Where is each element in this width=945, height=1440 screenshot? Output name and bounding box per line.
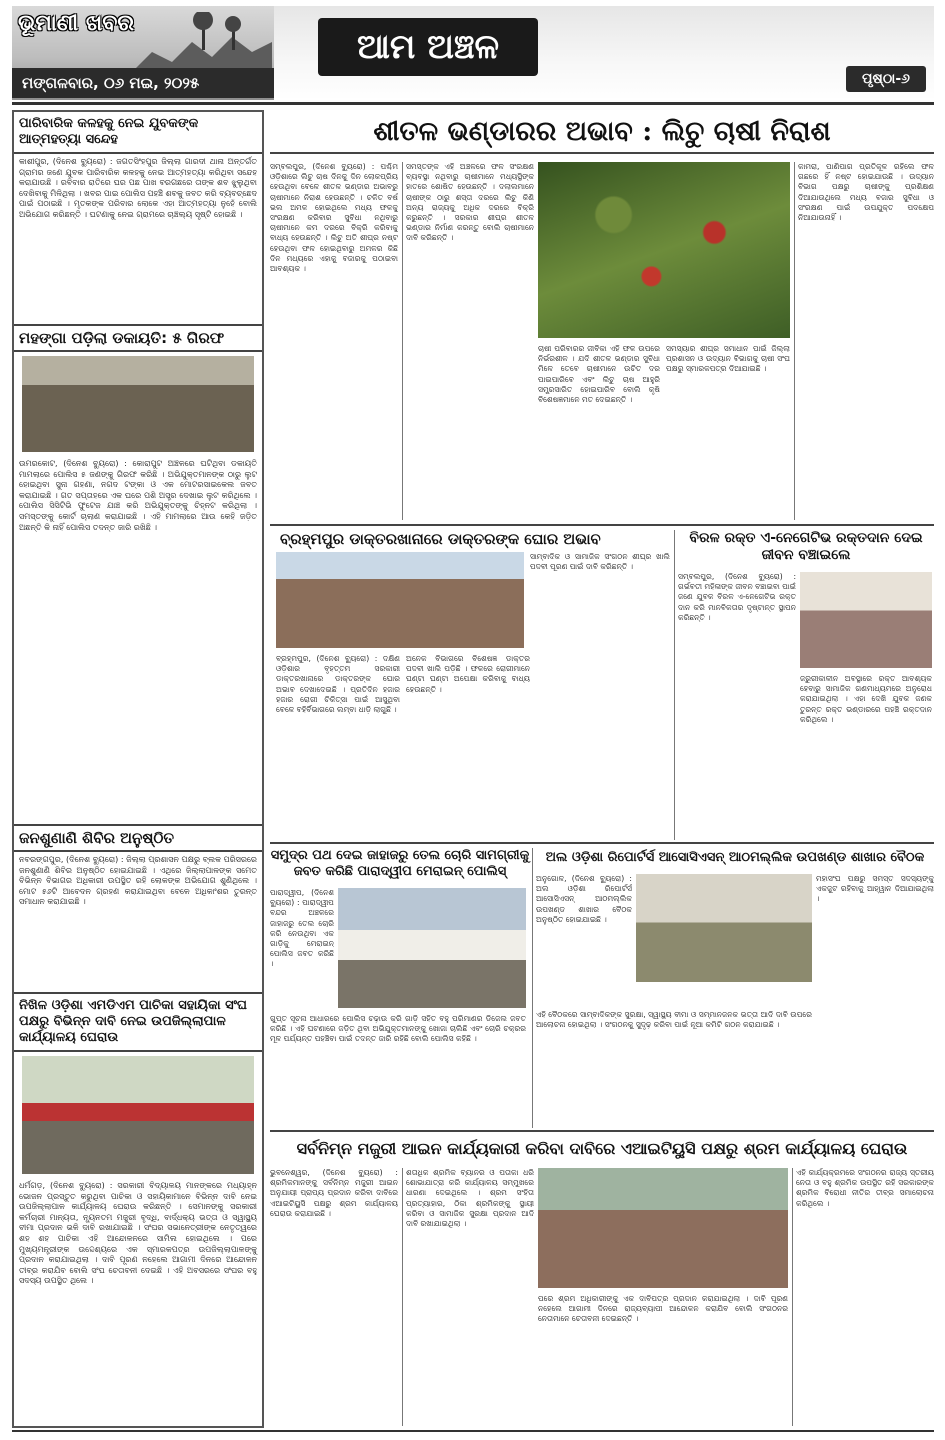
lychee-tree-photo bbox=[538, 162, 790, 338]
blood-donation-col-1: ସମ୍ବଲପୁର, (ଦିନେଶ ବ୍ୟୁରୋ) : ଗର୍ଭବତୀ ମହିଳାଙ୍କ ଜୀବନ ବଞ୍ଚାଇବା ପାଇଁ ଜଣେ ଯୁବକ ବିରଳ ଏ-ନେଗେଟିଭ ରକ୍ତ ଦାନ କରି ମାନବିକତାର ଦୃଷ୍ଟାନ୍ତ ସ୍ଥାପନ କରିଛନ୍ତି । bbox=[678, 572, 796, 622]
blood-donation-col-2: ଜରୁରୀକାଳୀନ ଅବସ୍ଥାରେ ରକ୍ତ ଆବଶ୍ୟକ ହେବାରୁ ସାମାଜିକ ଗଣମାଧ୍ୟମରେ ଅନୁରୋଧ କରାଯାଇଥିଲା । ଏହା ଦେଖି ଯୁବକ ଜଣକ ତୁରନ୍ତ ରକ୍ତ ଭଣ୍ଡାରରେ ପହଞ୍ଚି ରକ୍ତଦାନ କରିଥିଲେ । bbox=[800, 674, 932, 724]
lead-headline: ଶୀତଳ ଭଣ୍ଡାରର ଅଭାବ : ଲିଚୁ ଚାଷୀ ନିରାଶ bbox=[270, 110, 934, 154]
reporters-association-headline: ଅଲ ଓଡ଼ିଶା ରିପୋର୍ଟର୍ସ ଆସୋସିଏସନ୍ ଆଠମଲ୍ଲିକ ଉପଖଣ୍ଡ ଶାଖାର ବୈଠକ bbox=[545, 850, 925, 865]
labour-rally-photo bbox=[538, 1168, 788, 1288]
lead-col-1: ସମ୍ବଲପୁର, (ଦିନେଶ ବ୍ୟୁରୋ) : ପଶ୍ଚିମ ଓଡ଼ିଶାରେ ଲିଚୁ ଚାଷ ଦିନକୁ ଦିନ ଲୋକପ୍ରିୟ ହେଉଥିବା ବେଳେ ଶୀତଳ ଭଣ୍ଡାର ଅଭାବରୁ ଚାଷୀମାନେ ନିରାଶ ହେଉଛନ୍ତି । ଚଳିତ ବର୍ଷ ଭଲ ଅମଳ ହୋଇଥିଲେ ମଧ୍ୟ ଫଳକୁ ସଂରକ୍ଷଣ କରିବାର ସୁବିଧା ନଥିବାରୁ ଚାଷୀମାନେ କମ ଦରରେ ବିକ୍ରି କରିବାକୁ ବାଧ୍ୟ ହେଉଛନ୍ତି । ଲିଚୁ ଅତି ଶୀଘ୍ର ନଷ୍ଟ ହେଉଥିବା ଫଳ ହୋଇଥିବାରୁ ଅମଳର କିଛି ଦିନ ମଧ୍ୟରେ ଏହାକୁ ବଜାରକୁ ପଠାଇବା ଆବଶ୍ୟକ । bbox=[270, 162, 398, 274]
column-divider bbox=[402, 162, 403, 520]
marine-police-headline: ସମୁଦ୍ର ପଥ ଦେଇ ଜାହାଜରୁ ତେଲ ଚୋରି ସାମଗ୍ରୀକୁ ଜବତ କରିଛି ପାରାଦ୍ୱୀପ ମେରାଇନ୍ ପୋଲିସ୍ bbox=[270, 848, 530, 879]
column-divider bbox=[532, 848, 533, 1128]
left-column bbox=[12, 110, 264, 1428]
column-divider bbox=[794, 162, 795, 520]
seized-vehicle-photo bbox=[338, 888, 526, 1008]
landscape-illustration bbox=[132, 12, 272, 72]
section-rule bbox=[270, 842, 934, 844]
marine-police-col-2: ଗୁପ୍ତ ସୂଚନା ଆଧାରରେ ପୋଲିସ ଚଢ଼ାଉ କରି ଗାଡ଼ି ସହିତ ବହୁ ପରିମାଣର ଡିଜେଲ ଜବତ କରିଛି । ଏହି ଘଟଣାରେ ଜଡ଼ିତ ଥିବା ଅଭିଯୁକ୍ତମାନଙ୍କୁ ଖୋଜା ଚାଲିଛି ଏବଂ ଚୋରି ଚକ୍ରର ମୂଳ ପର୍ଯ୍ୟନ୍ତ ପହଞ୍ଚିବା ପାଇଁ ତଦନ୍ତ ଜାରି ରହିଛି ବୋଲି ପୋଲିସ କହିଛି । bbox=[270, 1014, 526, 1044]
column-divider bbox=[674, 530, 675, 840]
labour-col-4: ଏହି କାର୍ଯ୍ୟକ୍ରମରେ ସଂଗଠନର ରାଜ୍ୟ ସ୍ତରୀୟ ନେତା ଓ ବହୁ ଶ୍ରମିକ ଉପସ୍ଥିତ ରହି ସରକାରଙ୍କ ଶ୍ରମିକ ବିରୋଧୀ ନୀତିର ତୀବ୍ର ସମାଲୋଚନା କରିଥିଲେ । bbox=[796, 1168, 934, 1208]
lead-col-4: ଚାଷୀ ପରିବାରର ଜୀବିକା ଏହି ଫଳ ଉପରେ ନିର୍ଭରଶୀଳ । ଯଦି ଶୀତଳ ଭଣ୍ଡାର ସୁବିଧା ମିଳେ ତେବେ ଚାଷୀମାନେ ଉଚିତ ଦର ପାଇପାରିବେ ଏବଂ ଲିଚୁ ଚାଷ ଆହୁରି ସମ୍ପ୍ରସାରିତ ହୋଇପାରିବ ବୋଲି କୃଷି ବିଶେଷଜ୍ଞମାନେ ମତ ଦେଇଛନ୍ତି । bbox=[538, 344, 660, 405]
reporters-col-2: ଏହି ବୈଠକରେ ସାମ୍ବାଦିକଙ୍କ ସୁରକ୍ଷା, ସ୍ୱାସ୍ଥ୍ୟ ବୀମା ଓ ସମ୍ମାନଜନକ ଭତ୍ତା ଆଦି ଦାବି ଉପରେ ଆଲୋଚନା ହୋଇଥିଲା । ସଂଗଠନକୁ ସୁଦୃଢ଼ କରିବା ପାଇଁ ନୂଆ କମିଟି ଗଠନ କରାଯାଇଛି । bbox=[536, 1010, 812, 1030]
story-robbery-headline: ମହଙ୍ଗା ପଡ଼ିଲା ଡକାୟତି: ୫ ଗିରଫ bbox=[14, 324, 262, 352]
reporters-col-1: ଅନୁଗୋଳ, (ଦିନେଶ ବ୍ୟୁରୋ) : ଅଲ ଓଡ଼ିଶା ରିପୋର୍ଟର୍ସ ଆସୋସିଏସନ୍ ଆଠମଲ୍ଲିକ ଉପଖଣ୍ଡ ଶାଖାର ବୈଠକ ଅନୁଷ୍ଠିତ ହୋଇଯାଇଛି । bbox=[536, 874, 632, 924]
mdm-cooks-protest-photo bbox=[22, 1056, 254, 1174]
labour-col-3: ପରେ ଶ୍ରମ ଅଧିକାରୀଙ୍କୁ ଏକ ଦାବିପତ୍ର ପ୍ରଦାନ କରାଯାଇଥିଲା । ଦାବି ପୂରଣ ନହେଲେ ଆଗାମୀ ଦିନରେ ରାଜ୍ୟବ୍ୟାପୀ ଆନ୍ଦୋଳନ କରାଯିବ ବୋଲି ସଂଗଠନର ନେତାମାନେ ଚେତାବନୀ ଦେଇଛନ୍ତି । bbox=[538, 1294, 788, 1324]
reporters-meeting-photo bbox=[636, 874, 812, 982]
story-family-dispute-body: କାଶୀପୁର, (ଦିନେଶ ବ୍ୟୁରୋ) : ଜଗତସିଂହପୁର ଜିଲ୍ଲା ଗାରଦୀ ଥାନା ଅନ୍ତର୍ଗତ ଗ୍ରାମର ଜଣେ ଯୁବକ ପାରିବାରିକ କଳହକୁ ନେଇ ଆତ୍ମହତ୍ୟା କରିଥିବା ସନ୍ଦେହ କରାଯାଉଛି । ରବିବାର ରାତିରେ ଘର ପଛ ପାଖ ବରଗଛରେ ତାଙ୍କ ଶବ ଝୁଲୁଥିବା ଦେଖିବାକୁ ମିଳିଥିଲା । ଖବର ପାଇ ପୋଲିସ ପହଞ୍ଚି ଶବକୁ ଜବତ କରି ବ୍ୟବଚ୍ଛେଦ ପାଇଁ ପଠାଇଛି । ମୃତକଙ୍କ ପରିବାର ଲୋକେ ଏହା ଆତ୍ମହତ୍ୟା ନୁହେଁ ବୋଲି ଅଭିଯୋଗ କରିଛନ୍ତି । ଘଟଣାକୁ ନେଇ ଗ୍ରାମରେ ଚାଞ୍ଚଲ୍ୟ ସୃଷ୍ଟି ହୋଇଛି । bbox=[19, 157, 257, 219]
lead-col-3: କାମରା, ପାଣିପାଗ ପ୍ରତିକୂଳ ରହିଲେ ଫଳ ଗଛରେ ହିଁ ନଷ୍ଟ ହୋଇଯାଉଛି । ଉଦ୍ୟାନ ବିଭାଗ ପକ୍ଷରୁ ଚାଷୀଙ୍କୁ ପ୍ରଶିକ୍ଷଣ ଦିଆଯାଉଥିଲେ ମଧ୍ୟ ବଜାର ସୁବିଧା ଓ ସଂରକ୍ଷଣ ପାଇଁ ଉପଯୁକ୍ତ ପଦକ୍ଷେପ ନିଆଯାଉନାହିଁ । bbox=[798, 162, 934, 223]
section-rule bbox=[270, 524, 934, 526]
edition-date: ମଙ୍ଗଳବାର, ୦୬ ମଇ, ୨୦୨୫ bbox=[12, 68, 274, 98]
main-area bbox=[270, 110, 934, 1428]
story-robbery-body: ଉମରକୋଟ, (ଦିନେଶ ବ୍ୟୁରୋ) : କୋରାପୁଟ ଅଞ୍ଚଳରେ ଘଟିଥିବା ଡକାୟତି ମାମଲାରେ ପୋଲିସ ୫ ଜଣଙ୍କୁ ଗିରଫ କରିଛି । ଅଭିଯୁକ୍ତମାନଙ୍କ ଠାରୁ ଲୁଟ ହୋଇଥିବା ସୁନା ଗହଣା, ନଗଦ ଟଙ୍କା ଓ ଏକ ମୋଟରସାଇକେଲ ଜବତ କରାଯାଇଛି । ଗତ ସପ୍ତାହରେ ଏକ ଘରେ ପଶି ଅସ୍ତ୍ର ଦେଖାଇ ଲୁଟ କରିଥିଲେ । ପୋଲିସ ସିସିଟିଭି ଫୁଟେଜ ଯାଞ୍ଚ କରି ଅଭିଯୁକ୍ତଙ୍କୁ ଚିହ୍ନଟ କରିଥିଲା । ସମସ୍ତଙ୍କୁ କୋର୍ଟ ଚାଲାଣ କରାଯାଇଛି । ଏହି ମାମଲାରେ ଆଉ କେହି ଜଡ଼ିତ ଅଛନ୍ତି କି ନାହିଁ ପୋଲିସ ତଦନ୍ତ ଜାରି ରଖିଛି । bbox=[19, 459, 257, 532]
hospital-col-1: ବ୍ରହ୍ମପୁର, (ଦିନେଶ ବ୍ୟୁରୋ) : ଦକ୍ଷିଣ ଓଡ଼ିଶାର ବୃହତ୍ତମ ସରକାରୀ ଡାକ୍ତରଖାନାରେ ଡାକ୍ତରଙ୍କ ଘୋର ଅଭାବ ଦେଖାଦେଇଛି । ପ୍ରତିଦିନ ହଜାର ହଜାର ରୋଗୀ ଚିକିତ୍ସା ପାଇଁ ଆସୁଥିବା ବେଳେ ବହିର୍ବିଭାଗରେ ଲମ୍ବା ଧାଡ଼ି ଲାଗୁଛି । bbox=[276, 654, 400, 715]
footer-rule bbox=[12, 1430, 934, 1432]
hospital-headline: ବ୍ରହ୍ମପୁର ଡାକ୍ତରଖାନାରେ ଡାକ୍ତରଙ୍କ ଘୋର ଅଭାବ bbox=[280, 530, 601, 548]
labour-protest-headline: ସର୍ବନିମ୍ନ ମଜୁରୀ ଆଇନ କାର୍ଯ୍ୟକାରୀ କରିବା ଦାବିରେ ଏଆଇଟିୟୁସି ପକ୍ଷରୁ ଶ୍ରମ କାର୍ଯ୍ୟାଳୟ ଘେରାଉ bbox=[296, 1139, 908, 1158]
column-divider bbox=[792, 1168, 793, 1426]
story-public-hearing-body: ନବରଙ୍ଗପୁର, (ଦିନେଶ ବ୍ୟୁରୋ) : ଜିଲ୍ଲା ପ୍ରଶାସନ ପକ୍ଷରୁ ବ୍ଲକ ପରିସରରେ ଜନଶୁଣାଣି ଶିବିର ଅନୁଷ୍ଠିତ ହୋଇଯାଇଛି । ଏଥିରେ ଜିଲ୍ଲାପାଳଙ୍କ ସମେତ ବିଭିନ୍ନ ବିଭାଗର ଅଧିକାରୀ ଉପସ୍ଥିତ ରହି ଲୋକଙ୍କ ଅଭିଯୋଗ ଶୁଣିଥିଲେ । ମୋଟ ୫୬ଟି ଆବେଦନ ଗ୍ରହଣ କରାଯାଇଥିବା ବେଳେ ଅଧିକାଂଶର ତୁରନ୍ତ ସମାଧାନ କରାଯାଇଛି । bbox=[19, 855, 257, 907]
labour-col-2: ଶତାଧିକ ଶ୍ରମିକ ବ୍ୟାନର ଓ ପତାକା ଧରି ଶୋଭାଯାତ୍ରା କରି କାର୍ଯ୍ୟାଳୟ ସମ୍ମୁଖରେ ଧାରଣା ଦେଇଥିଲେ । ଶ୍ରମ ସଂହିତା ପ୍ରତ୍ୟାହାର, ଠିକା ଶ୍ରମିକଙ୍କୁ ସ୍ଥାୟୀ କରିବା ଓ ସାମାଜିକ ସୁରକ୍ଷା ପ୍ରଦାନ ଆଦି ଦାବି ରଖାଯାଇଥିଲା । bbox=[406, 1168, 534, 1229]
section-rule bbox=[270, 1130, 934, 1132]
hospital-crowd-photo bbox=[276, 552, 524, 648]
robbery-accused-photo bbox=[22, 356, 254, 452]
lead-col-2: ସମସ୍ତଙ୍କ ଏହି ଅଞ୍ଚଳରେ ଫଳ ସଂରକ୍ଷଣ ବ୍ୟବସ୍ଥା ନଥିବାରୁ ଚାଷୀମାନେ ମଧ୍ୟସ୍ଥିଙ୍କ ହାତରେ ଶୋଷିତ ହେଉଛନ୍ତି । ଦଲାଲମାନେ ଚାଷୀଙ୍କ ଠାରୁ ଶସ୍ତା ଦରରେ ଲିଚୁ କିଣି ଅନ୍ୟ ରାଜ୍ୟକୁ ଅଧିକ ଦରରେ ବିକ୍ରି କରୁଛନ୍ତି । ସରକାର ଶୀଘ୍ର ଶୀତଳ ଭଣ୍ଡାର ନିର୍ମାଣ କରନ୍ତୁ ବୋଲି ଚାଷୀମାନେ ଦାବି କରିଛନ୍ତି । bbox=[406, 162, 534, 243]
masthead-rule bbox=[12, 102, 934, 105]
blood-donation-photo bbox=[800, 572, 932, 668]
story-family-dispute-headline: ପାରିବାରିକ କଳହକୁ ନେଇ ଯୁବକଙ୍କ ଆତ୍ମହତ୍ୟା ସନ୍ଦେହ bbox=[14, 112, 262, 154]
reporters-col-3: ମହାସଂଘ ପକ୍ଷରୁ ସମସ୍ତ ସଦସ୍ୟଙ୍କୁ ଏକଜୁଟ ରହିବାକୁ ଆହ୍ୱାନ ଦିଆଯାଇଥିଲା । bbox=[816, 874, 934, 904]
masthead-brand-block bbox=[12, 6, 274, 100]
blood-donation-headline: ବିରଳ ରକ୍ତ ଏ-ନେଗେଟିଭ ରକ୍ତଦାନ ଦେଇ ଜୀବନ ବଞ୍ଚାଇଲେ bbox=[689, 530, 923, 563]
column-divider bbox=[402, 1168, 403, 1426]
masthead bbox=[12, 6, 934, 100]
labour-col-1: ଭୁବନେଶ୍ୱର, (ଦିନେଶ ବ୍ୟୁରୋ) : ଶ୍ରମିକମାନଙ୍କୁ ସର୍ବନିମ୍ନ ମଜୁରୀ ଆଇନ ଅନୁଯାୟୀ ପ୍ରାପ୍ୟ ପ୍ରଦାନ କରିବା ଦାବିରେ ଏଆଇଟିୟୁସି ପକ୍ଷରୁ ଶ୍ରମ କାର୍ଯ୍ୟାଳୟ ଘେରାଉ କରାଯାଇଛି । bbox=[270, 1168, 398, 1218]
marine-police-col-1: ପାରାଦ୍ୱୀପ, (ଦିନେଶ ବ୍ୟୁରୋ) : ପାରାଦ୍ୱୀପ ବନ୍ଦର ଅଞ୍ଚଳରେ ଜାହାଜରୁ ତେଲ ଚୋରି କରି ନେଉଥିବା ଏକ ଗାଡ଼ିକୁ ମେରାଇନ୍ ପୋଲିସ ଜବତ କରିଛି । bbox=[270, 888, 334, 969]
hospital-col-2: ଅନେକ ବିଭାଗରେ ବିଶେଷଜ୍ଞ ଡାକ୍ତର ପଦବୀ ଖାଲି ପଡ଼ିଛି । ଫଳରେ ରୋଗୀମାନେ ଘଣ୍ଟା ଘଣ୍ଟା ଅପେକ୍ଷା କରିବାକୁ ବାଧ୍ୟ ହେଉଛନ୍ତି । bbox=[406, 654, 530, 694]
masthead-section-block bbox=[274, 6, 934, 100]
hospital-col-3: ସାମ୍ବାଦିକ ଓ ସାମାଜିକ ସଂଗଠନ ଶୀଘ୍ର ଖାଲି ପଦବୀ ପୂରଣ ପାଇଁ ଦାବି କରିଛନ୍ତି । bbox=[530, 552, 670, 572]
newspaper-brand: ଭୂମାଣୀ ଖବର bbox=[18, 10, 135, 36]
lead-col-5: ସମସ୍ୟାର ଶୀଘ୍ର ସମାଧାନ ପାଇଁ ଜିଲ୍ଲା ପ୍ରଶାସନ ଓ ଉଦ୍ୟାନ ବିଭାଗକୁ ଚାଷୀ ସଂଘ ପକ୍ଷରୁ ସ୍ମାରକପତ୍ର ଦିଆଯାଇଛି । bbox=[666, 344, 790, 374]
story-public-hearing-headline: ଜନଶୁଣାଣି ଶିବିର ଅନୁଷ୍ଠିତ bbox=[14, 824, 262, 852]
story-mdm-cooks-body: ଧର୍ମଗଡ଼, (ଦିନେଶ ବ୍ୟୁରୋ) : ସରକାରୀ ବିଦ୍ୟାଳୟ ମାନଙ୍କରେ ମଧ୍ୟାହ୍ନ ଭୋଜନ ପ୍ରସ୍ତୁତ କରୁଥିବା ପାଚିକା ଓ ସହାୟିକାମାନେ ବିଭିନ୍ନ ଦାବି ନେଇ ଉପଜିଲ୍ଲାପାଳ କାର୍ଯ୍ୟାଳୟ ଘେରାଉ କରିଛନ୍ତି । ସେମାନଙ୍କୁ ସରକାରୀ କର୍ମଚାରୀ ମାନ୍ୟତା, ନ୍ୟୂନତମ ମଜୁରୀ ବୃଦ୍ଧି, ବାର୍ଦ୍ଧକ୍ୟ ଭତ୍ତା ଓ ସ୍ୱାସ୍ଥ୍ୟ ବୀମା ପ୍ରଦାନ ଭଳି ଦାବି ରଖାଯାଇଛି । ସଂଘର ସଭାନେତ୍ରୀଙ୍କ ନେତୃତ୍ୱରେ ଶହ ଶହ ପାଚିକା ଏହି ଆନ୍ଦୋଳନରେ ସାମିଲ ହୋଇଥିଲେ । ପରେ ମୁଖ୍ୟମନ୍ତ୍ରୀଙ୍କ ଉଦ୍ଦେଶ୍ୟରେ ଏକ ସ୍ମାରକପତ୍ର ଉପଜିଲ୍ଲାପାଳଙ୍କୁ ପ୍ରଦାନ କରାଯାଇଥିଲା । ଦାବି ପୂରଣ ନହେଲେ ଆଗାମୀ ଦିନରେ ଆନ୍ଦୋଳନ ତୀବ୍ର କରାଯିବ ବୋଲି ସଂଘ ଚେତାବନୀ ଦେଇଛି । ଏହି ଅବସରରେ ସଂଘର ବହୁ ସଦସ୍ୟ ଉପସ୍ଥିତ ଥିଲେ । bbox=[19, 1181, 257, 1286]
page-number: ପୃଷ୍ଠା-୬ bbox=[846, 66, 926, 92]
section-title: ଆମ ଅଞ୍ଚଳ bbox=[318, 18, 538, 76]
story-mdm-cooks-headline: ନିଖିଳ ଓଡ଼ିଶା ଏମଡିଏମ ପାଚିକା ସହାୟିକା ସଂଘ ପକ୍ଷରୁ ବିଭିନ୍ନ ଦାବି ନେଇ ଉପଜିଲ୍ଲାପାଳ କାର୍ଯ୍ୟାଳୟ ଘେରାଉ bbox=[14, 992, 262, 1052]
